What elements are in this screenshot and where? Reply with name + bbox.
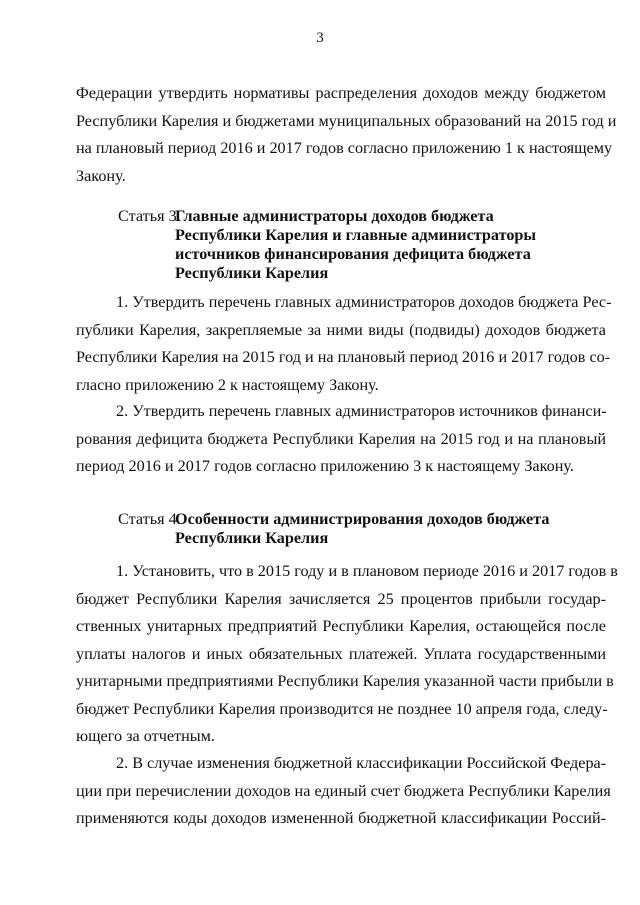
article-4-paragraph-2: [76, 750, 611, 833]
article-4-label: Статья 4.: [118, 510, 181, 528]
article-4-title: [175, 510, 549, 548]
text-line: 1. Установить, что в 2015 году и в плановом периоде 2016 и 2017 годов в: [116, 562, 618, 580]
article-3-title: [175, 207, 536, 283]
text-line: бюджет Республики Карелия производится не позднее 10 апреля года, следу-: [76, 699, 608, 718]
intro-paragraph: [76, 80, 617, 190]
text-line: унитарными предприятиями Республики Карелия указанной части прибыли в: [76, 672, 614, 690]
text-line: бюджет Республики Карелия зачисляется 25 процентов прибыли государ-: [76, 589, 606, 608]
text-line: ции при перечислении доходов на единый счет бюджета Республики Карелия: [76, 781, 611, 800]
text-line: 2. Утвердить перечень главных администраторов источников финанси-: [116, 402, 607, 420]
article-4-paragraph-1: [76, 558, 618, 751]
text-line: ющего за отчетным.: [76, 727, 215, 745]
text-line: применяются коды доходов измененной бюджетной классификации Россий-: [76, 809, 606, 827]
article-3-paragraph-2: [76, 398, 606, 481]
article-3-title-line: источников финансирования дефицита бюджета: [175, 245, 531, 263]
article-3-title-line: Главные администраторы доходов бюджета: [175, 207, 494, 225]
text-line: Республики Карелия и бюджетами муниципальных образований на 2015 год и: [76, 111, 617, 130]
article-3-title-line: Республики Карелия: [175, 264, 329, 282]
text-line: период 2016 и 2017 годов согласно приложению 3 к настоящему Закону.: [76, 457, 574, 475]
article-3-title-line: Республики Карелия и главные администраторы: [175, 226, 537, 244]
text-line: Республики Карелия на 2015 год и на плановый период 2016 и 2017 годов со-: [76, 348, 611, 366]
text-line: Закону.: [76, 166, 126, 185]
article-3-heading: [118, 207, 618, 287]
text-line: рования дефицита бюджета Республики Карелия на 2015 год и на плановый: [76, 429, 606, 448]
text-line: Федерации утвердить нормативы распределения доходов между бюджетом: [76, 84, 606, 102]
article-4-title-line: Республики Карелия: [175, 529, 329, 547]
article-4-heading: [118, 510, 618, 550]
article-4-title-line: Особенности администрирования доходов бюджета: [175, 510, 550, 528]
text-line: гласно приложению 2 к настоящему Закону.: [76, 375, 379, 394]
article-3-label: Статья 3.: [118, 207, 181, 225]
text-line: на плановый период 2016 и 2017 годов согласно приложению 1 к настоящему: [76, 139, 613, 157]
text-line: 1. Утвердить перечень главных администраторов доходов бюджета Рес-: [116, 293, 612, 311]
article-3-paragraph-1: [76, 289, 612, 399]
text-line: публики Карелия, закрепляемые за ними виды (подвиды) доходов бюджета: [76, 320, 606, 339]
page-number: 3: [316, 30, 324, 46]
text-line: уплаты налогов и иных обязательных платежей. Уплата государственными: [76, 644, 606, 663]
text-line: 2. В случае изменения бюджетной классификации Российской Федера-: [116, 754, 607, 772]
text-line: ственных унитарных предприятий Республики Карелия, остающейся после: [76, 617, 606, 635]
